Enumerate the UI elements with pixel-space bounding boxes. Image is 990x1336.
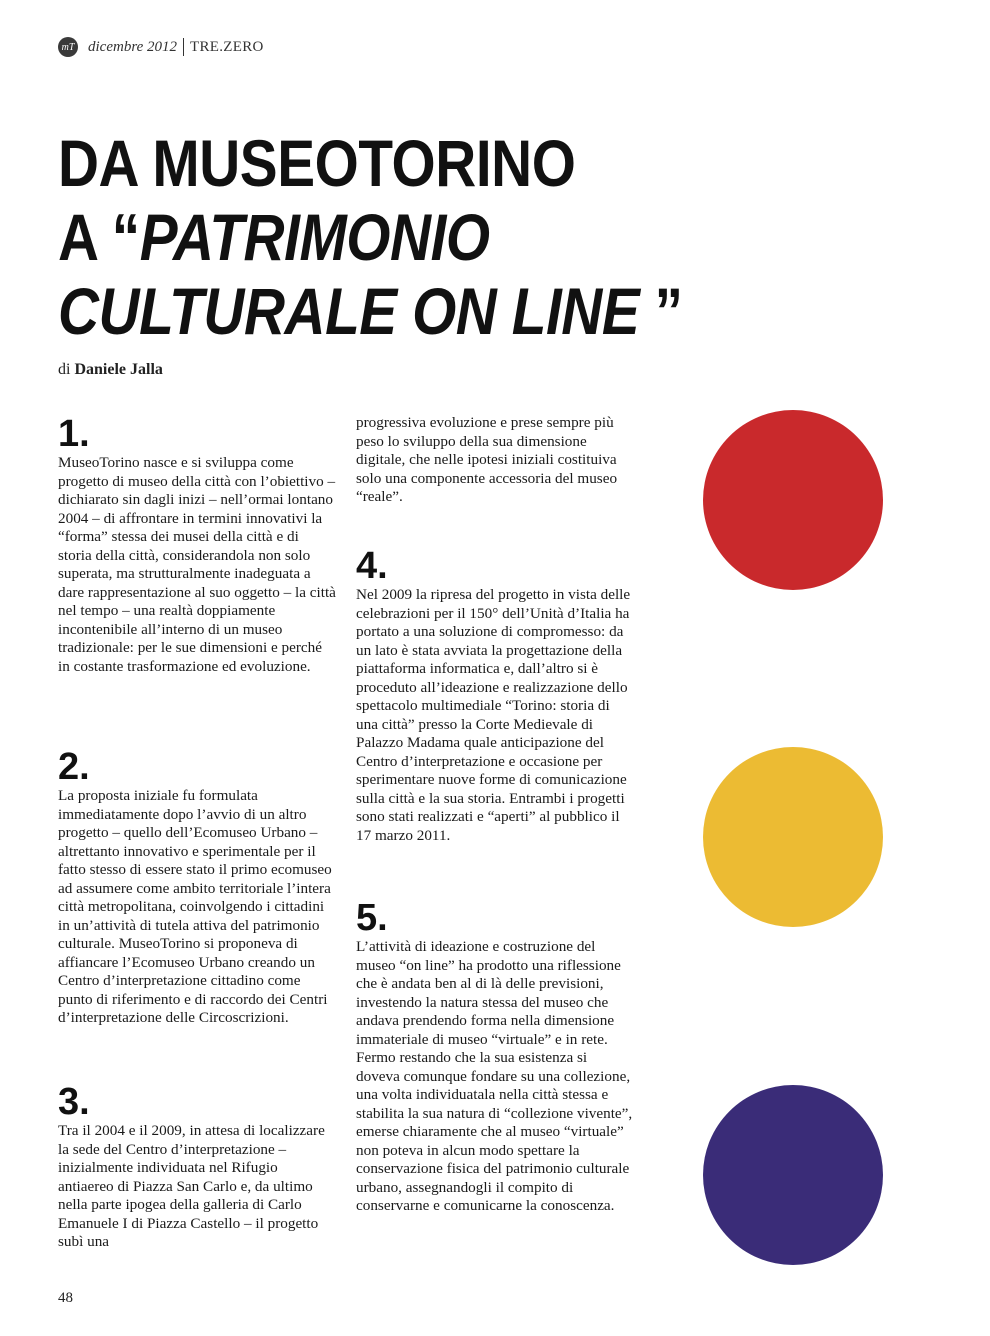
page-header — [58, 36, 264, 58]
title-line-2-prefix: A “ — [58, 200, 140, 274]
issue-date: dicembre 2012 — [88, 38, 178, 55]
section-text: progressiva evoluzione e prese sempre più peso lo sviluppo della sua dimensione digitale, che nelle ipotesi iniziali costituiva solo una componente accessoria del museo “reale”. — [356, 414, 618, 505]
section-text: Tra il 2004 e il 2009, in attesa di localizzare la sede del Centro d’interpretazione – inizialmente individuata nel Rifugio antiaereo di Piazza San Carlo e, da ultimo nella parte ipogea della galleria di Carlo Emanuele I di Piazza Castello – il progetto subì una — [58, 1122, 325, 1250]
section-number: 1. — [58, 413, 90, 455]
section-2 — [58, 747, 336, 1028]
section-3 — [58, 1082, 336, 1252]
red-circle — [703, 410, 883, 590]
magazine-name: TRE.ZERO — [190, 38, 264, 55]
page-number: 48 — [58, 1290, 73, 1306]
yellow-circle — [703, 747, 883, 927]
section-number: 2. — [58, 746, 90, 788]
section-text: L’attività di ideazione e costruzione del museo “on line” ha prodotto una riflessione che è andata ben al di là delle previsioni, investendo la natura stessa del museo che andava prendendo forma nella dimensione immateriale di museo “virtuale” e in rete. Fermo restando che la sua esistenza si doveva comunque fondare su una collezione, una volta individuatala nella città stessa e stabilita la sua natura di “collezione vivente”, emerse chiaramente che al museo “virtuale” non poteva in alcun modo spettare la conservazione fisica del patrimonio culturale urbano, assegnandogli il compito di conservarne e comunicarne la conoscenza. — [356, 938, 633, 1214]
section-text: La proposta iniziale fu formulata immediatamente dopo l’avvio di un altro progetto – quello dell’Ecomuseo Urbano – altrettanto innovativo e sperimentale per il fatto stesso di essere stato il primo ecomuseo ad assumere come ambito territoriale l’intera città metropolitana, coinvolgendo i cittadini in un’attività di tutela attiva del patrimonio culturale. MuseoTorino si proponeva di affiancare l’Ecomuseo Urbano creando un Centro d’interpretazione cittadino come punto di riferimento e di raccordo dei Centri d’interpretazione delle Circoscrizioni. — [58, 787, 332, 1026]
section-5 — [356, 898, 634, 1216]
section-3-continuation — [356, 414, 634, 507]
header-divider — [183, 38, 184, 56]
byline-prefix: di — [58, 361, 71, 378]
title-line-1: DA MUSEOTORINO — [58, 126, 576, 200]
section-number: 4. — [356, 545, 388, 587]
purple-circle — [703, 1085, 883, 1265]
section-number: 3. — [58, 1081, 90, 1123]
section-1 — [58, 414, 336, 676]
section-text: Nel 2009 la ripresa del progetto in vista delle celebrazioni per il 150° dell’Unità d’Italia ha portato a una soluzione di compromesso: da un lato è stata avviata la progettazione della piattaforma informatica e, dall’altro si è proceduto all’ideazione e realizzazione dello spettacolo multimediale “Torino: storia di una città” presso la Corte Medievale di Palazzo Madama quale anticipazione del Centro d’interpretazione e occasione per sperimentare nuove forme di comunicazione sulla città e la sua storia. Entrambi i progetti sono stati realizzati e “aperti” al pubblico il 17 marzo 2011. — [356, 586, 631, 844]
section-number: 5. — [356, 897, 388, 939]
title-line-3-italic: CULTURALE ON LINE — [58, 274, 640, 348]
section-4 — [356, 546, 634, 845]
magazine-logo-icon: mT — [58, 37, 78, 57]
title-line-2-italic: PATRIMONIO — [139, 200, 490, 274]
article-title — [58, 126, 683, 348]
author-name: Daniele Jalla — [74, 361, 163, 378]
title-line-3-suffix: ” — [639, 274, 683, 348]
section-text: MuseoTorino nasce e si sviluppa come progetto di museo della città con l’obiettivo – dichiarato sin dagli inizi – nell’ormai lontano 2004 – di affrontare in termini innovativi la “forma” stessa dei musei della città e di storia della città, considerandola non solo superata, ma strutturalmente inadeguata a dare rappresentazione al suo oggetto – la città nel tempo – una realtà doppiamente incontenibile all’interno di un museo tradizionale: per le sue dimensioni e perché in costante trasformazione ed evoluzione. — [58, 454, 336, 675]
byline — [58, 361, 163, 379]
